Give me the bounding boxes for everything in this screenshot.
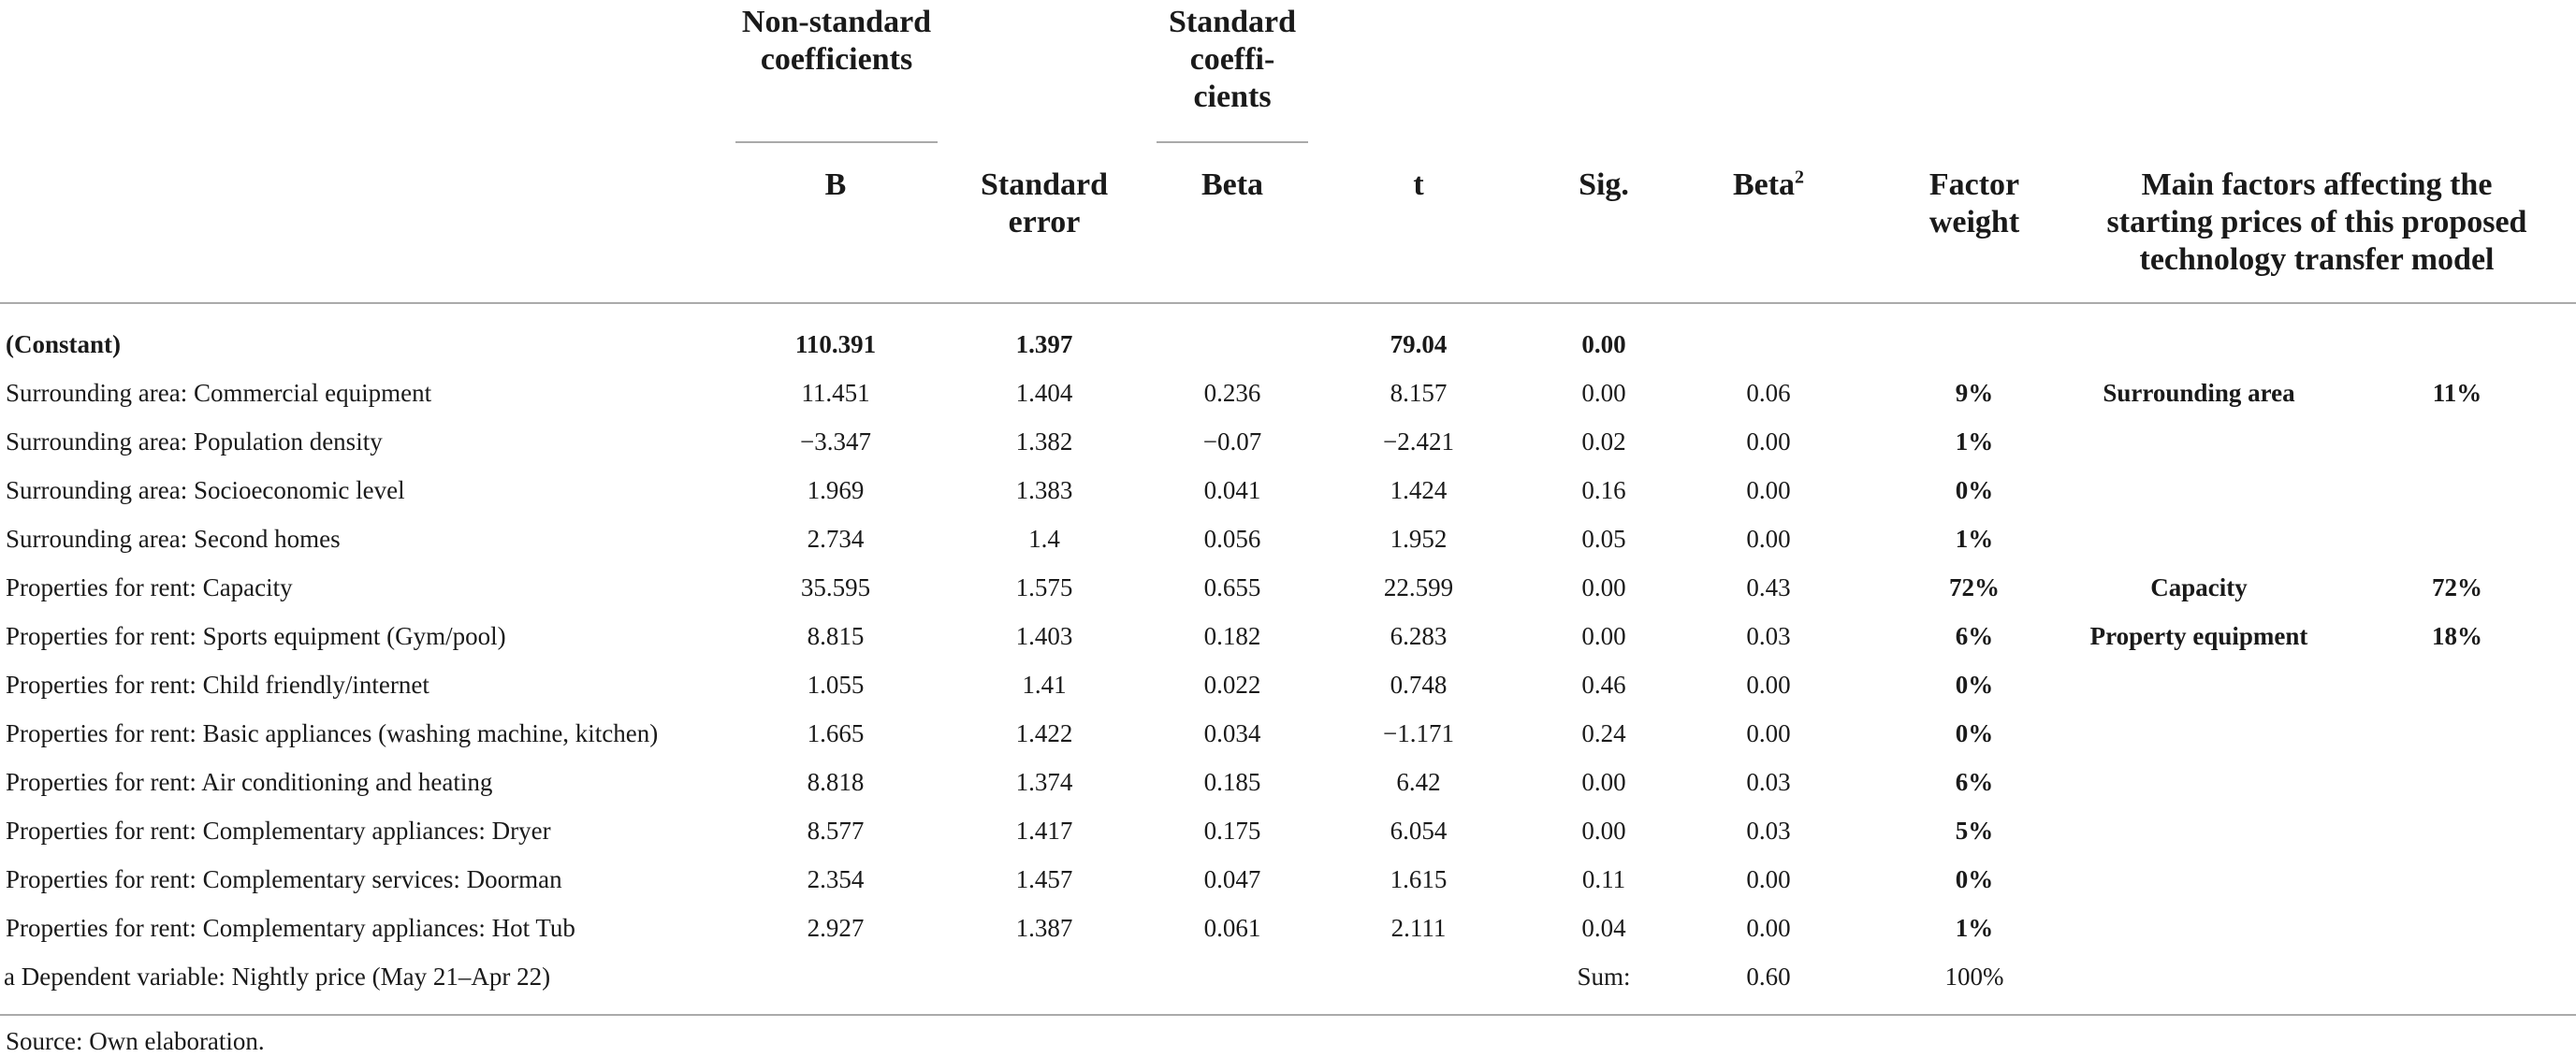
cell-variable-label: Properties for rent: Capacity: [6, 573, 293, 601]
cell-variable-label: Surrounding area: Population density: [6, 427, 383, 456]
cell-t: 1.615: [1390, 865, 1448, 893]
cell-variable-label: (Constant): [6, 330, 122, 358]
cell-standard-error: 1.417: [1015, 817, 1073, 845]
cell-variable-label: Properties for rent: Sports equipment (Gym/pool): [6, 622, 506, 650]
cell-b: 8.818: [807, 768, 865, 796]
cell-sig: 0.02: [1581, 427, 1626, 456]
cell-sig: 0.05: [1581, 525, 1626, 553]
cell-standard-error: 1.422: [1015, 719, 1073, 747]
cell-factor-weight: 0%: [1955, 865, 1994, 893]
cell-standard-error: 1.41: [1022, 671, 1067, 699]
cell-beta-squared: 0.03: [1746, 768, 1791, 796]
header-nonstandard-group: [735, 4, 938, 79]
cell-sig: 0.00: [1581, 379, 1626, 407]
cell-beta-squared: 0.00: [1746, 914, 1791, 942]
footer-sum-beta-squared: 0.60: [1746, 963, 1791, 991]
cell-beta: 0.655: [1203, 573, 1261, 601]
cell-t: 22.599: [1383, 573, 1454, 601]
cell-b: 1.055: [807, 671, 865, 699]
cell-b: 8.577: [807, 817, 865, 845]
cell-beta-squared: 0.43: [1746, 573, 1791, 601]
cell-b: 2.927: [807, 914, 865, 942]
header-beta-squared-sup: 2: [1795, 167, 1805, 188]
cell-sig: 0.00: [1581, 817, 1626, 845]
header-main-factors-line1: Main factors affecting the: [2141, 167, 2493, 202]
cell-sig: 0.04: [1581, 914, 1626, 942]
cell-beta-squared: 0.00: [1746, 525, 1791, 553]
cell-t: −2.421: [1383, 427, 1454, 456]
cell-beta-squared: 0.00: [1746, 865, 1791, 893]
cell-variable-label: Properties for rent: Complementary appliances: Dryer: [6, 817, 551, 845]
cell-factor-weight: 1%: [1955, 914, 1994, 942]
header-group-rule-nonstandard: [735, 141, 938, 143]
cell-variable-label: Properties for rent: Basic appliances (washing machine, kitchen): [6, 719, 659, 747]
cell-t: 79.04: [1390, 330, 1448, 358]
cell-beta: 0.034: [1203, 719, 1261, 747]
cell-main-factor-pct: 11%: [2432, 379, 2482, 407]
cell-standard-error: 1.374: [1015, 768, 1073, 796]
cell-variable-label: Properties for rent: Air conditioning and heating: [6, 768, 493, 796]
cell-beta: 0.175: [1203, 817, 1261, 845]
header-main-factors-line3: technology transfer model: [2139, 242, 2495, 277]
header-beta-squared-base: Beta: [1732, 167, 1796, 202]
cell-variable-label: Properties for rent: Complementary appliances: Hot Tub: [6, 914, 575, 942]
cell-b: 2.354: [807, 865, 865, 893]
cell-beta: 0.185: [1203, 768, 1261, 796]
header-standard-group: [1157, 4, 1308, 116]
cell-beta: 0.056: [1203, 525, 1261, 553]
cell-standard-error: 1.387: [1015, 914, 1073, 942]
header-standard-error-line1: Standard: [980, 167, 1109, 202]
cell-b: 2.734: [807, 525, 865, 553]
cell-beta: 0.236: [1203, 379, 1261, 407]
cell-main-factor-pct: 18%: [2432, 622, 2482, 650]
cell-factor-weight: 5%: [1955, 817, 1994, 845]
cell-standard-error: 1.4: [1028, 525, 1060, 553]
cell-beta: 0.061: [1203, 914, 1261, 942]
cell-main-factor-name: Capacity: [2150, 573, 2248, 601]
header-main-factors-line2: starting prices of this proposed: [2106, 205, 2527, 239]
table-bottom-rule: [0, 1014, 2576, 1016]
cell-factor-weight: 0%: [1955, 671, 1994, 699]
cell-standard-error: 1.382: [1015, 427, 1073, 456]
cell-main-factor-name: Surrounding area: [2103, 379, 2295, 407]
cell-sig: 0.24: [1581, 719, 1626, 747]
cell-main-factor-pct: 72%: [2432, 573, 2482, 601]
cell-beta: 0.022: [1203, 671, 1261, 699]
cell-sig: 0.00: [1581, 330, 1626, 358]
cell-t: 6.283: [1390, 622, 1448, 650]
cell-beta: −0.07: [1202, 427, 1262, 456]
cell-beta: 0.047: [1203, 865, 1261, 893]
cell-b: 1.969: [807, 476, 865, 504]
cell-b: 35.595: [800, 573, 871, 601]
header-b: B: [824, 167, 847, 202]
header-sig: Sig.: [1579, 167, 1629, 202]
cell-variable-label: Surrounding area: Commercial equipment: [6, 379, 432, 407]
cell-sig: 0.11: [1581, 865, 1626, 893]
cell-variable-label: Properties for rent: Complementary services: Doorman: [6, 865, 562, 893]
cell-b: 110.391: [794, 330, 877, 358]
cell-beta-squared: 0.00: [1746, 671, 1791, 699]
header-bottom-rule: [0, 302, 2576, 304]
cell-standard-error: 1.575: [1015, 573, 1073, 601]
cell-sig: 0.00: [1581, 622, 1626, 650]
cell-standard-error: 1.403: [1015, 622, 1073, 650]
cell-sig: 0.46: [1581, 671, 1626, 699]
header-group-rule-standard: [1157, 141, 1308, 143]
cell-standard-error: 1.397: [1015, 330, 1073, 358]
cell-standard-error: 1.383: [1015, 476, 1073, 504]
cell-b: −3.347: [800, 427, 871, 456]
cell-beta-squared: 0.00: [1746, 427, 1791, 456]
cell-t: 6.054: [1390, 817, 1448, 845]
cell-sig: 0.00: [1581, 573, 1626, 601]
footer-sum-label: Sum:: [1577, 963, 1631, 991]
cell-beta-squared: 0.03: [1746, 622, 1791, 650]
cell-t: 1.424: [1390, 476, 1448, 504]
header-standard-line1: Standard: [1168, 5, 1297, 39]
cell-t: −1.171: [1383, 719, 1454, 747]
cell-beta-squared: 0.03: [1746, 817, 1791, 845]
cell-factor-weight: 9%: [1955, 379, 1994, 407]
cell-factor-weight: 6%: [1955, 622, 1994, 650]
cell-beta: 0.182: [1203, 622, 1261, 650]
cell-sig: 0.00: [1581, 768, 1626, 796]
header-beta: Beta: [1201, 167, 1264, 202]
cell-t: 6.42: [1396, 768, 1441, 796]
cell-b: 11.451: [801, 379, 870, 407]
cell-variable-label: Properties for rent: Child friendly/internet: [6, 671, 429, 699]
cell-factor-weight: 1%: [1955, 427, 1994, 456]
cell-t: 0.748: [1390, 671, 1448, 699]
header-factor-weight-line1: Factor: [1928, 167, 2020, 202]
cell-factor-weight: 6%: [1955, 768, 1994, 796]
header-standard-line3: cients: [1193, 80, 1272, 114]
header-nonstandard-line2: coefficients: [760, 42, 913, 77]
cell-standard-error: 1.457: [1015, 865, 1073, 893]
cell-factor-weight: 0%: [1955, 476, 1994, 504]
cell-variable-label: Surrounding area: Second homes: [6, 525, 341, 553]
cell-t: 1.952: [1390, 525, 1448, 553]
header-nonstandard-line1: Non-standard: [741, 5, 932, 39]
cell-factor-weight: 0%: [1955, 719, 1994, 747]
header-main-factors: [2074, 167, 2560, 279]
cell-b: 1.665: [807, 719, 865, 747]
cell-factor-weight: 1%: [1955, 525, 1994, 553]
footer-sum-factor-weight: 100%: [1944, 963, 2004, 991]
footer-note: a Dependent variable: Nightly price (May 21–Apr 22): [4, 963, 551, 991]
cell-sig: 0.16: [1581, 476, 1626, 504]
cell-beta-squared: 0.00: [1746, 719, 1791, 747]
cell-standard-error: 1.404: [1015, 379, 1073, 407]
cell-beta-squared: 0.06: [1746, 379, 1791, 407]
header-standard-error: [951, 167, 1138, 241]
cell-beta-squared: 0.00: [1746, 476, 1791, 504]
cell-factor-weight: 72%: [1949, 573, 2000, 601]
header-beta-squared: [1694, 167, 1843, 204]
cell-b: 8.815: [807, 622, 865, 650]
header-standard-error-line2: error: [1008, 205, 1081, 239]
header-factor-weight: [1899, 167, 2049, 241]
source-note: Source: Own elaboration.: [6, 1027, 265, 1055]
header-standard-line2: coeffi-: [1189, 42, 1275, 77]
cell-main-factor-name: Property equipment: [2089, 622, 2308, 650]
cell-variable-label: Surrounding area: Socioeconomic level: [6, 476, 405, 504]
header-factor-weight-line2: weight: [1928, 205, 2020, 239]
cell-beta: 0.041: [1203, 476, 1261, 504]
cell-t: 2.111: [1390, 914, 1447, 942]
cell-t: 8.157: [1390, 379, 1448, 407]
header-t: t: [1413, 167, 1424, 202]
